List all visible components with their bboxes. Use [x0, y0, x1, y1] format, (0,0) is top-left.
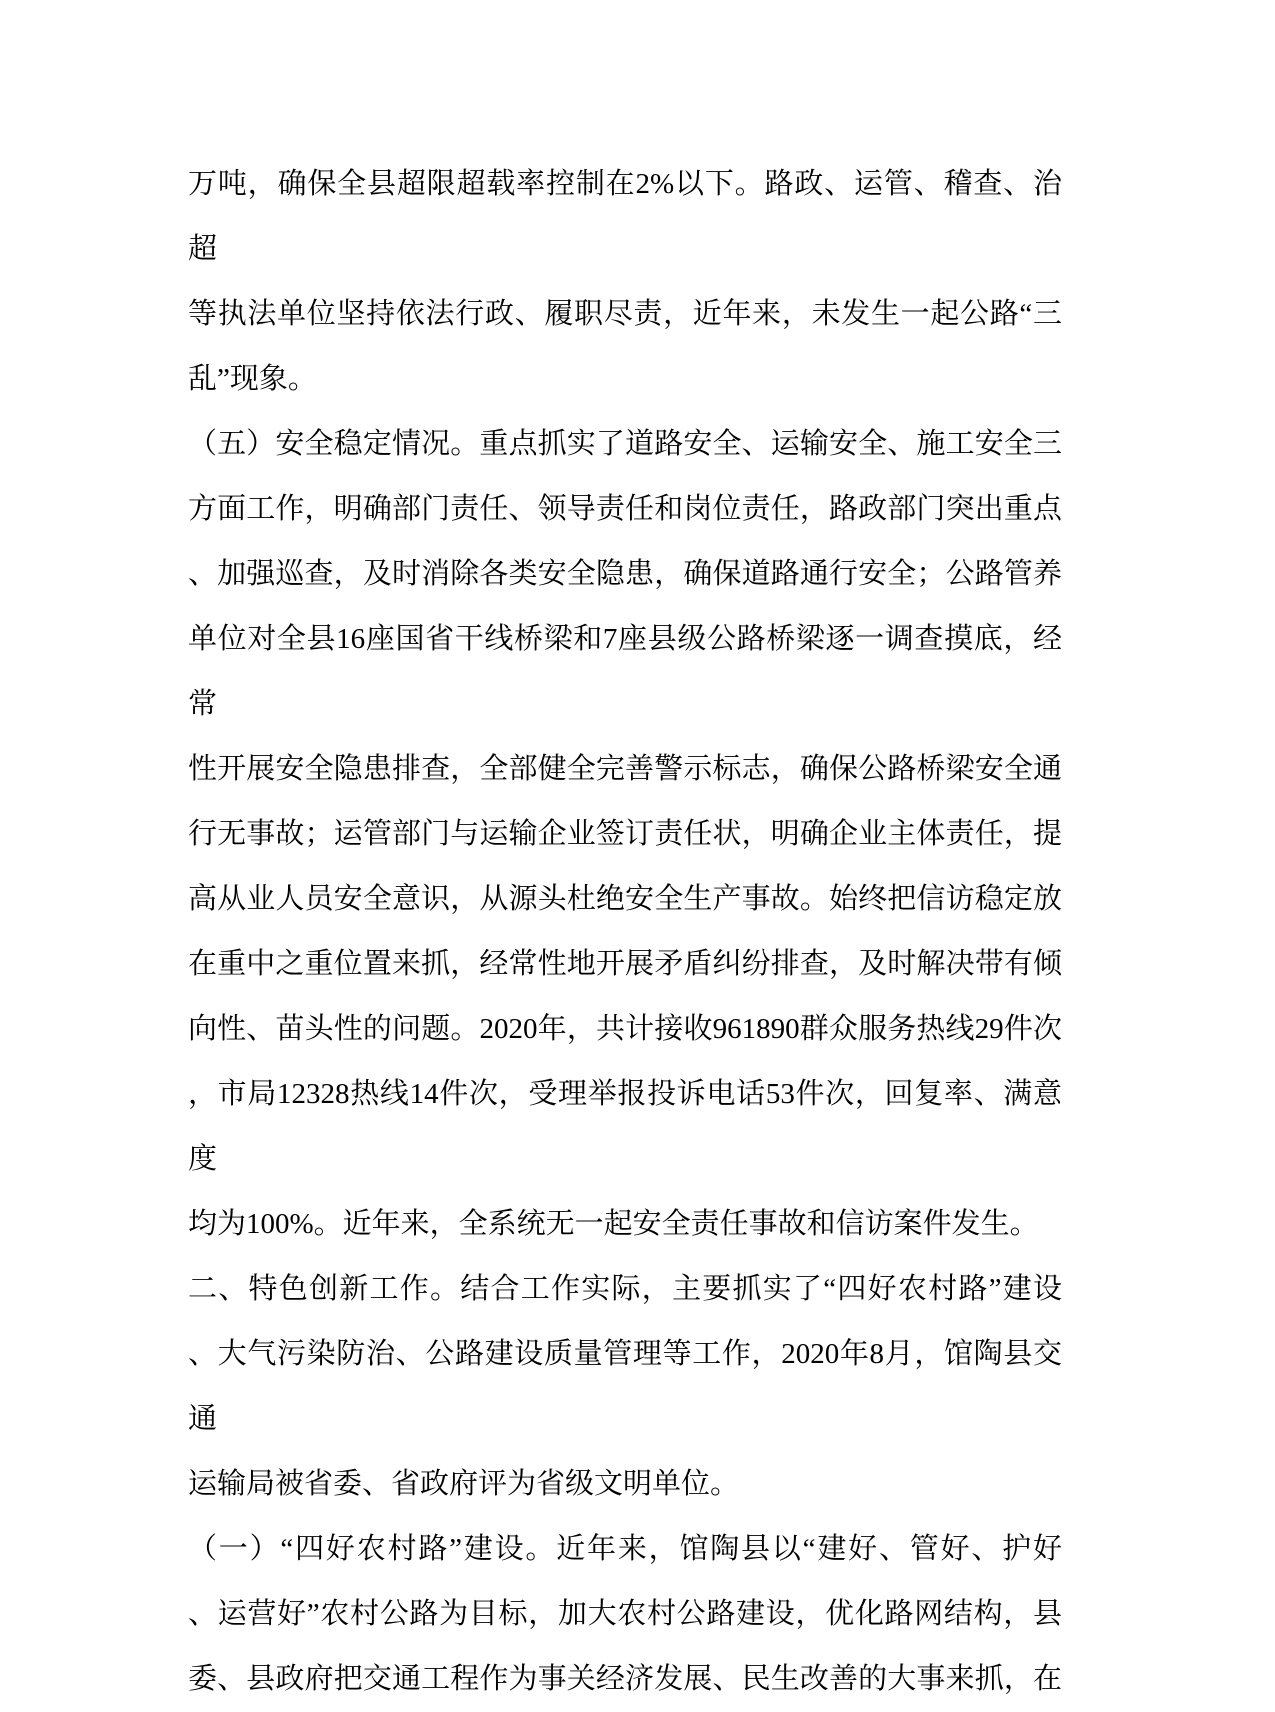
text-line: 二、特色创新工作。结合工作实际，主要抓实了“四好农村路”建设 [188, 1273, 1062, 1305]
text-line: 单位对全县16座国省干线桥梁和7座县级公路桥梁逐一调查摸底，经常 [188, 623, 1062, 720]
text-line: 乱”现象。 [188, 363, 317, 395]
text-line: 高从业人员安全意识，从源头杜绝安全生产事故。始终把信访稳定放 [188, 883, 1062, 915]
text-line: ，市局12328热线14件次，受理举报投诉电话53件次，回复率、满意度 [188, 1078, 1062, 1175]
text-line: 、运营好”农村公路为目标，加大农村公路建设，优化路网结构，县 [188, 1598, 1062, 1630]
text-line: （一）“四好农村路”建设。近年来，馆陶县以“建好、管好、护好 [188, 1533, 1062, 1565]
document-text-block [188, 152, 1062, 1712]
text-line: （五）安全稳定情况。重点抓实了道路安全、运输安全、施工安全三 [188, 428, 1062, 460]
text-line: 向性、苗头性的问题。2020年，共计接收961890群众服务热线29件次 [188, 1013, 1062, 1045]
text-line: 行无事故；运管部门与运输企业签订责任状，明确企业主体责任，提 [188, 818, 1062, 850]
text-line: 、大气污染防治、公路建设质量管理等工作，2020年8月，馆陶县交通 [188, 1338, 1062, 1435]
text-line: 运输局被省委、省政府评为省级文明单位。 [188, 1468, 740, 1500]
text-line: 性开展安全隐患排查，全部健全完善警示标志，确保公路桥梁安全通 [188, 753, 1062, 785]
text-line: 万吨，确保全县超限超载率控制在2%以下。路政、运管、稽查、治超 [188, 168, 1062, 265]
text-line: 方面工作，明确部门责任、领导责任和岗位责任，路政部门突出重点 [188, 493, 1062, 525]
text-line: 等执法单位坚持依法行政、履职尽责，近年来，未发生一起公路“三 [188, 298, 1062, 330]
text-line: 、加强巡查，及时消除各类安全隐患，确保道路通行安全；公路管养 [188, 558, 1062, 590]
text-line: 委、县政府把交通工程作为事关经济发展、民生改善的大事来抓，在 [188, 1663, 1062, 1695]
text-line: 均为100%。近年来，全系统无一起安全责任事故和信访案件发生。 [188, 1208, 1039, 1240]
text-line: 在重中之重位置来抓，经常性地开展矛盾纠纷排查，及时解决带有倾 [188, 948, 1062, 980]
